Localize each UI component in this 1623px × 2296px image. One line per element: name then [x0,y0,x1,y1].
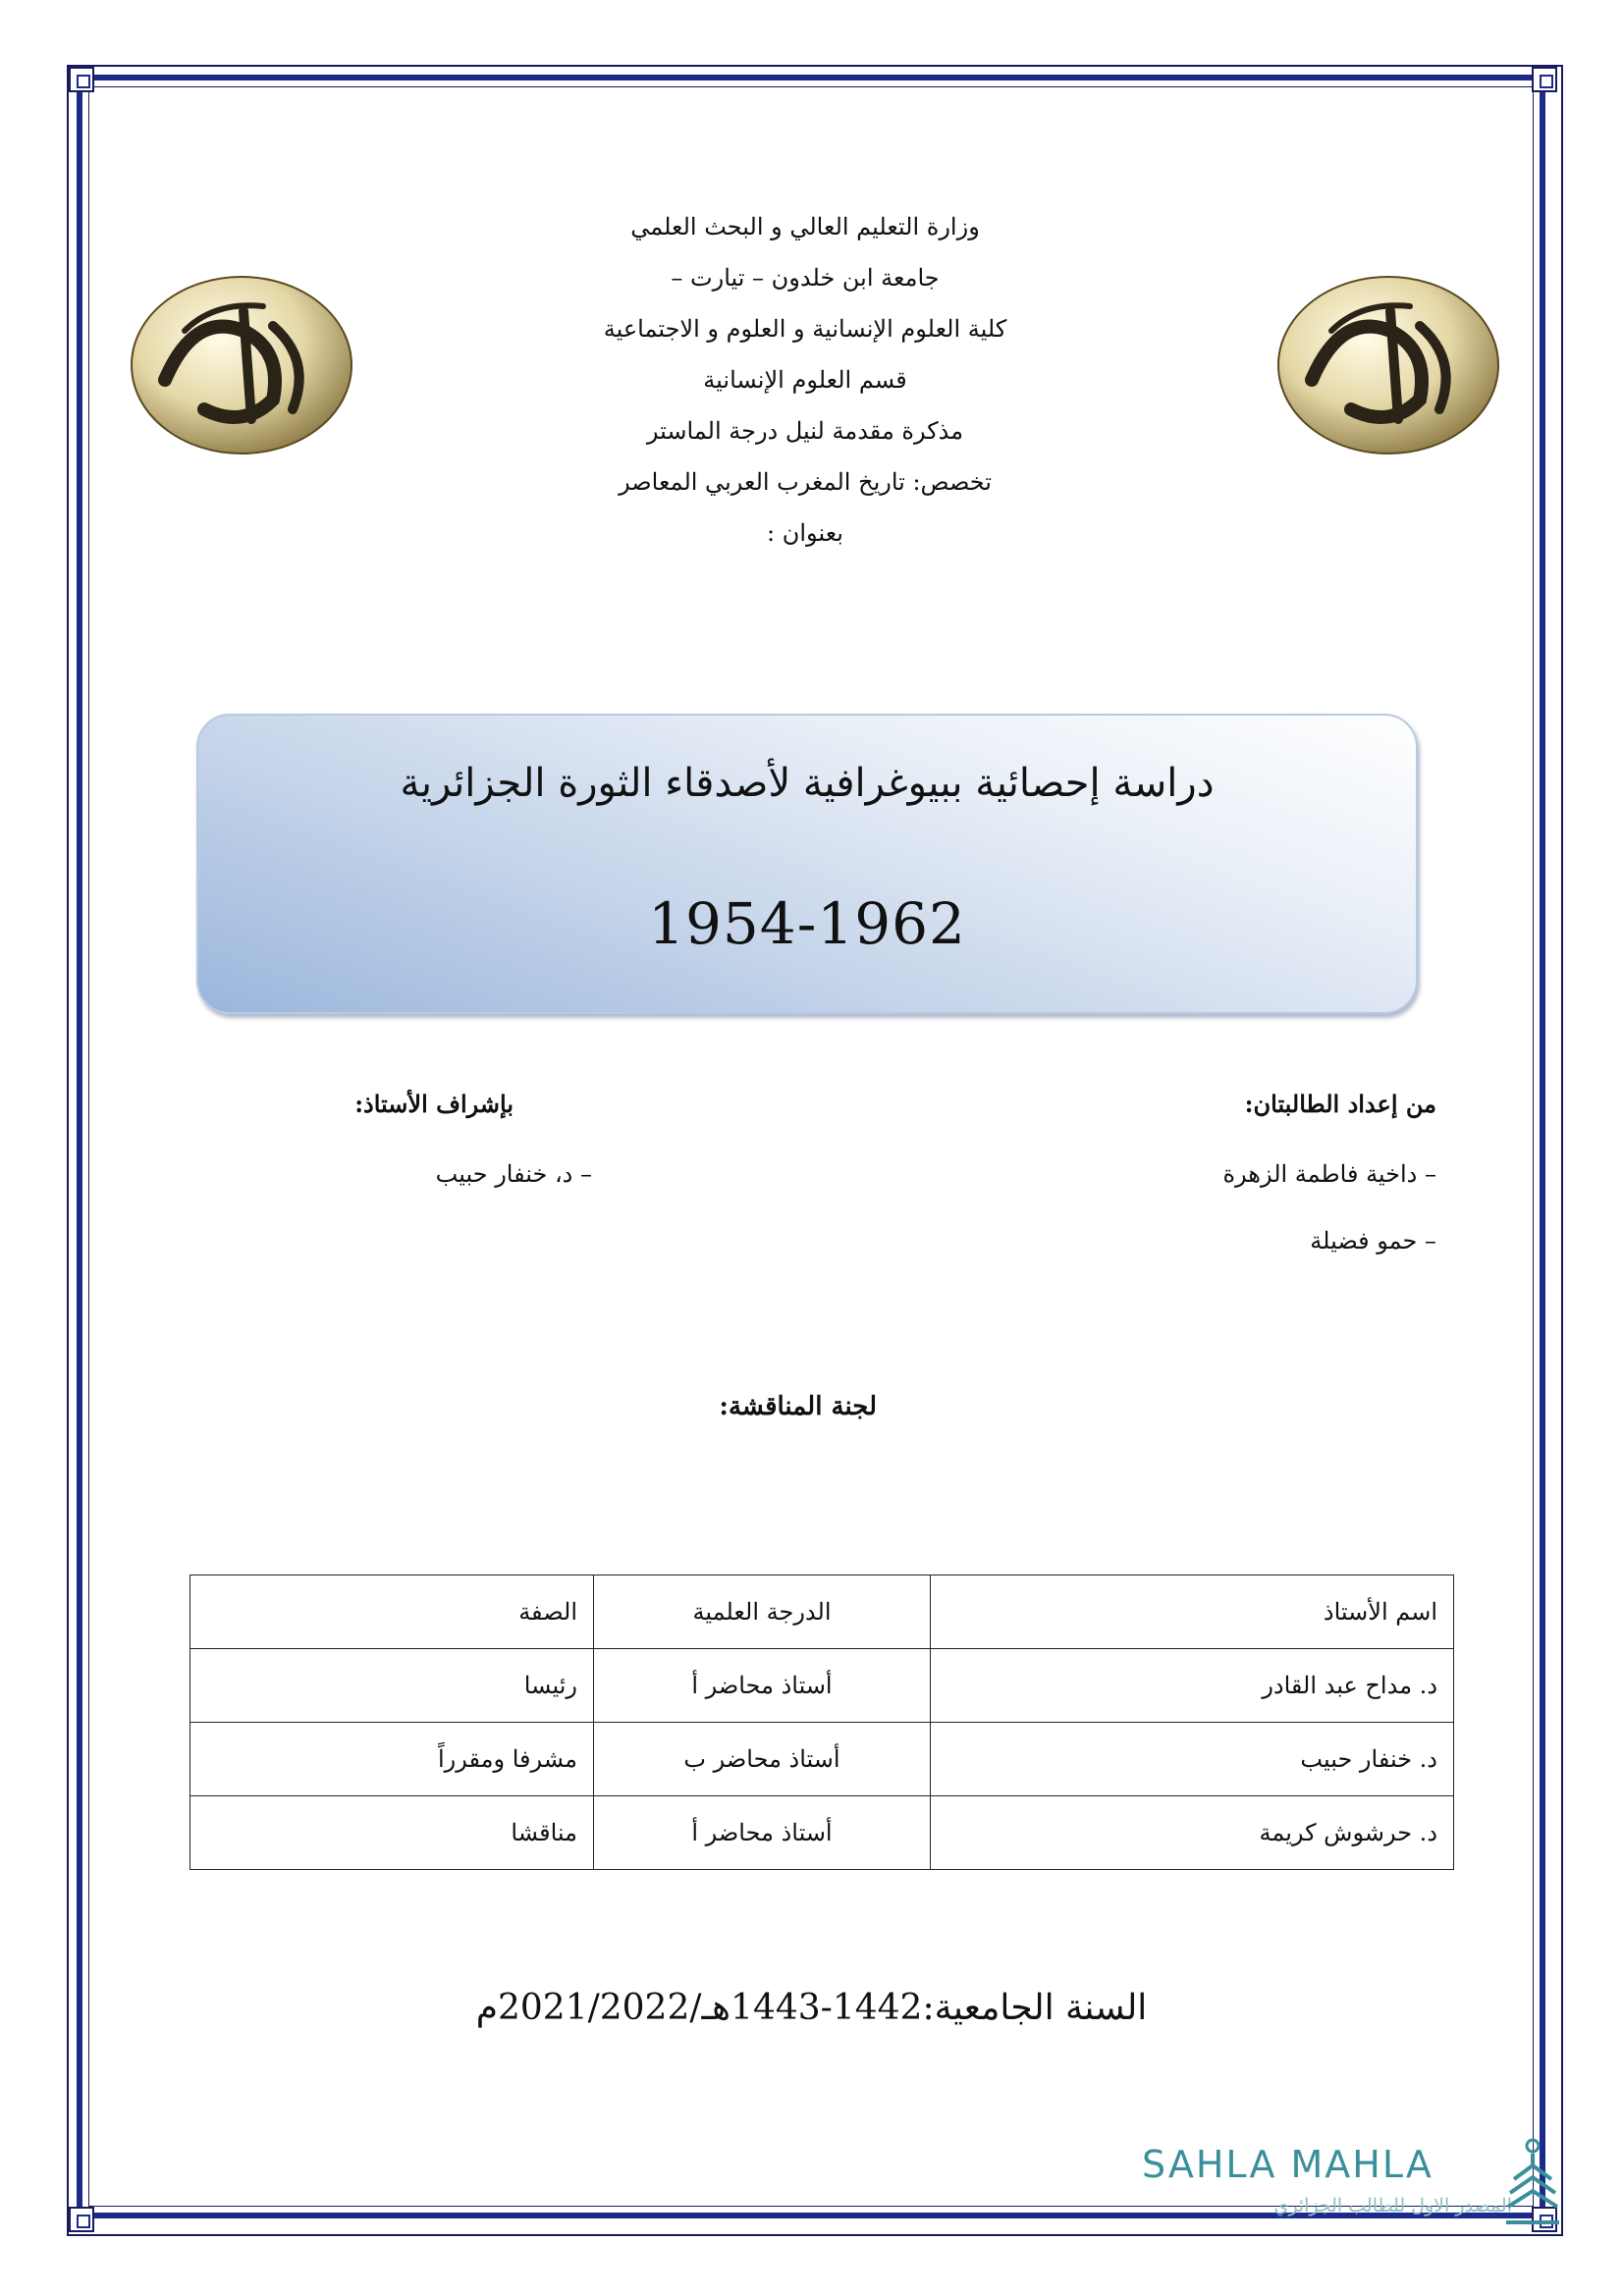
student-name-1: – داخية فاطمة الزهرة [1222,1160,1436,1188]
student-name-2: – حمو فضيلة [1310,1227,1436,1255]
column-header-role: الصفة [190,1575,594,1649]
member-degree: أستاذ محاضر أ [594,1796,931,1870]
border-corner-top-left [69,67,94,92]
column-header-degree: الدرجة العلمية [594,1575,931,1649]
supervisor-heading: بإشراف الأستاذ: [354,1090,514,1118]
border-corner-bottom-left [69,2207,94,2232]
member-role: مشرفا ومقرراً [190,1723,594,1796]
university-seal-left [126,272,357,458]
committee-table [189,1575,1454,1870]
university-name: جامعة ابن خلدون – تيارت – [671,264,940,292]
ministry-name: وزارة التعليم العالي و البحث العلمي [630,213,980,240]
title-intro: بعنوان : [767,519,843,547]
table-row [190,1796,1454,1870]
thesis-title: دراسة إحصائية ببيوغرافية لأصدقاء الثورة الجزائرية [400,761,1215,806]
department-name: قسم العلوم الإنسانية [703,366,907,394]
member-role: رئيسا [190,1649,594,1723]
supervisor-name: – د، خنفار حبيب [435,1160,592,1188]
thesis-type: مذكرة مقدمة لنيل درجة الماستر [646,417,964,445]
member-name: د. خنفار حبيب [931,1723,1454,1796]
thesis-years: 1954-1962 [648,890,966,957]
member-name: د. حرشوش كريمة [931,1796,1454,1870]
member-role: مناقشا [190,1796,594,1870]
committee-heading: لجنة المناقشة: [719,1392,877,1421]
table-row [190,1723,1454,1796]
academic-year: السنة الجامعية:1442-1443هـ/2021/2022م [475,1988,1148,2028]
member-name: د. مداح عبد القادر [931,1649,1454,1723]
watermark-mosque-icon [1502,2136,1563,2230]
faculty-name: كلية العلوم الإنسانية و العلوم و الاجتماعية [603,315,1007,343]
watermark-brand: SAHLA MAHLA [1142,2143,1434,2186]
students-heading: من إعداد الطالبتان: [1244,1090,1436,1118]
header-block [412,201,1198,559]
specialty: تخصص: تاريخ المغرب العربي المعاصر [619,468,992,496]
member-degree: أستاذ محاضر ب [594,1723,931,1796]
thesis-title-box [196,714,1418,1014]
member-degree: أستاذ محاضر أ [594,1649,931,1723]
table-row [190,1649,1454,1723]
watermark-tagline: المصدر الاول للطالب الجزائري [1273,2195,1512,2216]
border-corner-top-right [1532,67,1557,92]
university-seal-right [1272,272,1504,458]
table-header-row [190,1575,1454,1649]
column-header-name: اسم الأستاذ [931,1575,1454,1649]
